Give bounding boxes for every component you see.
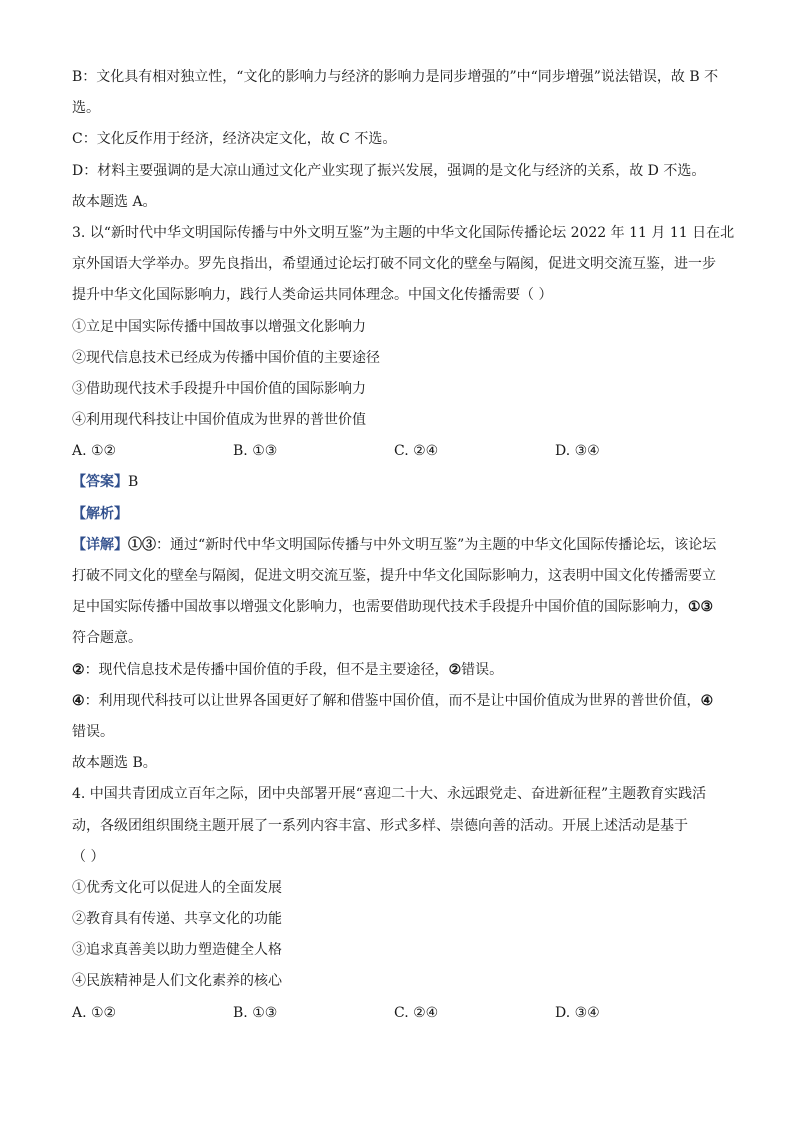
wrong2-mark: ② (448, 661, 462, 678)
q4-stem-line2: 动，各级团组织围绕主题开展了一系列内容丰富、形式多样、崇德向善的活动。开展上述活动是基于 (72, 817, 688, 834)
document-page (72, 62, 735, 1029)
wrong2-head: ② (72, 661, 85, 678)
q3-answer (72, 467, 722, 498)
q3-stem-line1: 3. 以“新时代中华文明国际传播与中外文明互鉴”为主题的中华文化国际传播论坛 2022 年 11 月 11 日在北 (72, 224, 735, 241)
q4-statement-1: ①优秀文化可以促进人的全面发展 (72, 879, 282, 896)
q3-detail-line1 (72, 530, 722, 561)
q3-detail-line3 (72, 592, 722, 623)
q3-analysis (72, 499, 722, 530)
q3-option-a: A. ①② (72, 443, 117, 460)
q2-conclusion: 故本题选 A。 (72, 193, 157, 210)
wrong4-text: ：利用现代科技可以让世界各国更好了解和借鉴中国价值，而不是让中国价值成为世界的普世价值， (84, 692, 701, 709)
wrong4-head: ④ (72, 692, 85, 709)
option-d-explanation: D：材料主要强调的是大凉山通过文化产业实现了振兴发展，强调的是文化与经济的关系，故 D 不选。 (72, 162, 706, 179)
q3-wrong-2 (72, 655, 722, 686)
q4-stem-line1: 4. 中国共青团成立百年之际，团中央部署开展“喜迎二十大、永远跟党走、奋进新征程”主题教育实践活 (72, 786, 707, 803)
q4-options (72, 998, 722, 1029)
q3-option-c: C. ②④ (394, 443, 439, 460)
q4-option-d: D. ③④ (555, 1004, 600, 1021)
q3-detail-line2: 打破不同文化的壁垒与隔阂，促进文明交流互鉴，提升中华文化国际影响力，这表明中国文化传播需要立 (72, 568, 716, 584)
q3-wrong-4-tail: 错误。 (72, 723, 114, 740)
q3-options (72, 436, 722, 467)
option-b-explanation-line1: B：文化具有相对独立性，“文化的影响力与经济的影响力是同步增强的”中“同步增强”说法错误，故 B 不 (72, 69, 719, 85)
q3-detail-line4: 符合题意。 (72, 630, 142, 647)
option-c-explanation: C：文化反作用于经济，经济决定文化，故 C 不选。 (72, 131, 397, 148)
q3-statement-1: ①立足中国实际传播中国故事以增强文化影响力 (72, 318, 366, 335)
q3-option-d: D. ③④ (555, 443, 600, 460)
q3-option-b: B. ①③ (233, 443, 278, 460)
q4-statement-3: ③追求真善美以助力塑造健全人格 (72, 942, 282, 959)
detail-text3: 足中国实际传播中国故事以增强文化影响力，也需要借助现代技术手段提升中国价值的国际影响力， (72, 599, 688, 616)
answer-tag: 【答案】 (72, 474, 128, 491)
q3-statement-2: ②现代信息技术已经成为传播中国价值的主要途径 (72, 349, 380, 366)
analysis-tag: 【解析】 (72, 505, 128, 522)
detail-text1: ：通过“新时代中华文明国际传播与中外文明互鉴”为主题的中华文化国际传播论坛，该论坛 (156, 536, 717, 553)
q3-statement-4: ④利用现代科技让中国价值成为世界的普世价值 (72, 412, 366, 429)
answer-value: B (128, 474, 139, 491)
q4-option-c: C. ②④ (394, 1004, 439, 1021)
detail-head: ①③ (128, 536, 156, 553)
q4-statement-4: ④民族精神是人们文化素养的核心 (72, 973, 282, 990)
q4-option-b: B. ①③ (233, 1004, 278, 1021)
q3-conclusion: 故本题选 B。 (72, 755, 157, 772)
q3-wrong-4 (72, 686, 722, 717)
detail-tag: 【详解】 (72, 536, 128, 553)
wrong4-mark: ④ (700, 692, 714, 709)
q4-option-a: A. ①② (72, 1004, 117, 1021)
option-b-explanation-line2: 选。 (72, 100, 100, 117)
q3-stem-line2: 京外国语大学举办。罗先良指出，希望通过论坛打破不同文化的壁垒与隔阂，促进文明交流互鉴，进一步 (72, 256, 716, 273)
detail-mark3: ①③ (688, 599, 714, 616)
q4-stem-line3: （ ） (72, 848, 105, 865)
q3-stem-line3: 提升中华文化国际影响力，践行人类命运共同体理念。中国文化传播需要（ ） (72, 287, 553, 304)
q3-statement-3: ③借助现代技术手段提升中国价值的国际影响力 (72, 380, 366, 397)
wrong2-text: ：现代信息技术是传播中国价值的手段，但不是主要途径， (84, 661, 449, 678)
wrong2-tail: 错误。 (461, 661, 504, 678)
q4-statement-2: ②教育具有传递、共享文化的功能 (72, 911, 282, 928)
